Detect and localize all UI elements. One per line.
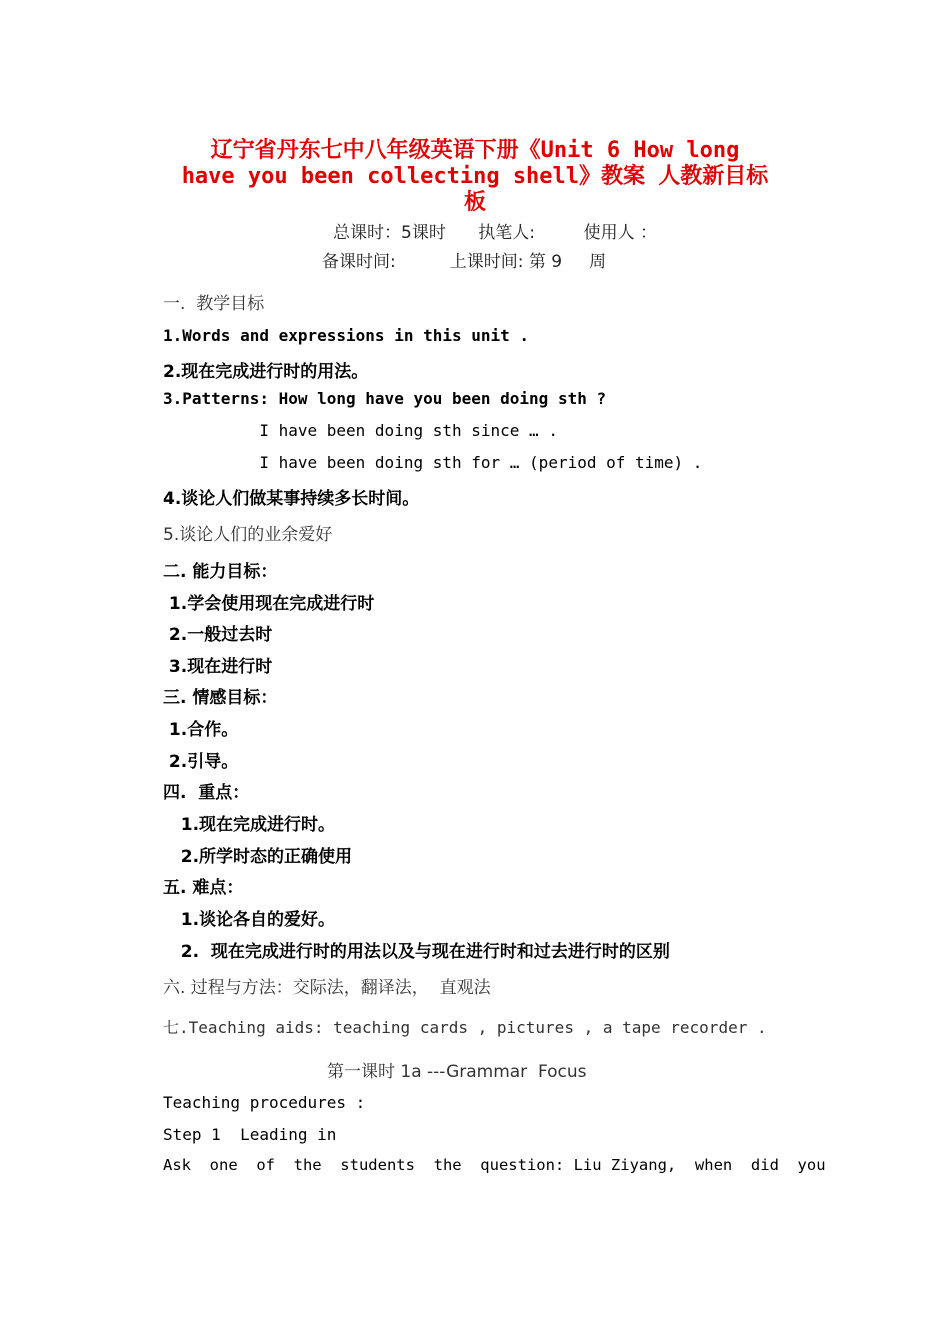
- section-heading-2: 二. 能力目标：: [163, 562, 278, 582]
- section-heading-5: 五. 难点：: [163, 878, 244, 898]
- lesson-heading: 第一课时 1a ---Grammar Focus: [327, 1062, 587, 1082]
- title-line-3: 板: [463, 190, 486, 215]
- key-point-item: 1.现在完成进行时。: [163, 815, 336, 835]
- pattern-line: I have been doing sth since … .: [163, 421, 558, 440]
- ability-item: 2.一般过去时: [163, 625, 273, 645]
- objective-item: 4.谈论人们做某事持续多长时间。: [163, 489, 420, 509]
- section-heading-4: 四. 重点：: [163, 783, 250, 803]
- difficulty-item: 1.谈论各自的爱好。: [163, 910, 336, 930]
- pattern-line: I have been doing sth for … (period of time) .: [163, 453, 703, 472]
- step-heading: Step 1 Leading in: [163, 1125, 337, 1144]
- title-line-2: have you been collecting shell》教案 人教新目标: [181, 164, 769, 189]
- section-heading-7: 七.Teaching aids: teaching cards , pictures , a tape recorder .: [163, 1018, 767, 1037]
- document-title: [150, 138, 800, 216]
- key-point-item: 2.所学时态的正确使用: [163, 847, 353, 867]
- body-text: Ask one of the students the question: Liu Ziyang, when did you: [163, 1156, 826, 1174]
- section-heading-1: 一. 教学目标: [163, 294, 265, 314]
- section-heading-6: 六. 过程与方法：交际法，翻译法， 直观法: [163, 978, 491, 998]
- ability-item: 1.学会使用现在完成进行时: [163, 594, 375, 614]
- objective-item: 2.现在完成进行时的用法。: [163, 362, 369, 382]
- difficulty-item: 2. 现在完成进行时的用法以及与现在进行时和过去进行时的区别: [163, 942, 670, 962]
- ability-item: 3.现在进行时: [163, 657, 273, 677]
- meta-row-1: 总课时：5课时 执笔人: 使用人 ：: [333, 223, 658, 243]
- meta-row-2: 备课时间: 上课时间: 第 9 周: [322, 252, 607, 272]
- emotion-item: 1.合作。: [163, 720, 239, 740]
- section-heading-3: 三. 情感目标：: [163, 688, 278, 708]
- objective-item: 3.Patterns: How long have you been doing sth ?: [163, 389, 607, 408]
- procedures-heading: Teaching procedures :: [163, 1093, 366, 1112]
- objective-item: 1.Words and expressions in this unit .: [163, 326, 530, 345]
- objective-item: 5.谈论人们的业余爱好: [163, 525, 333, 545]
- title-line-1: 辽宁省丹东七中八年级英语下册《Unit 6 How long: [210, 138, 740, 163]
- emotion-item: 2.引导。: [163, 752, 239, 772]
